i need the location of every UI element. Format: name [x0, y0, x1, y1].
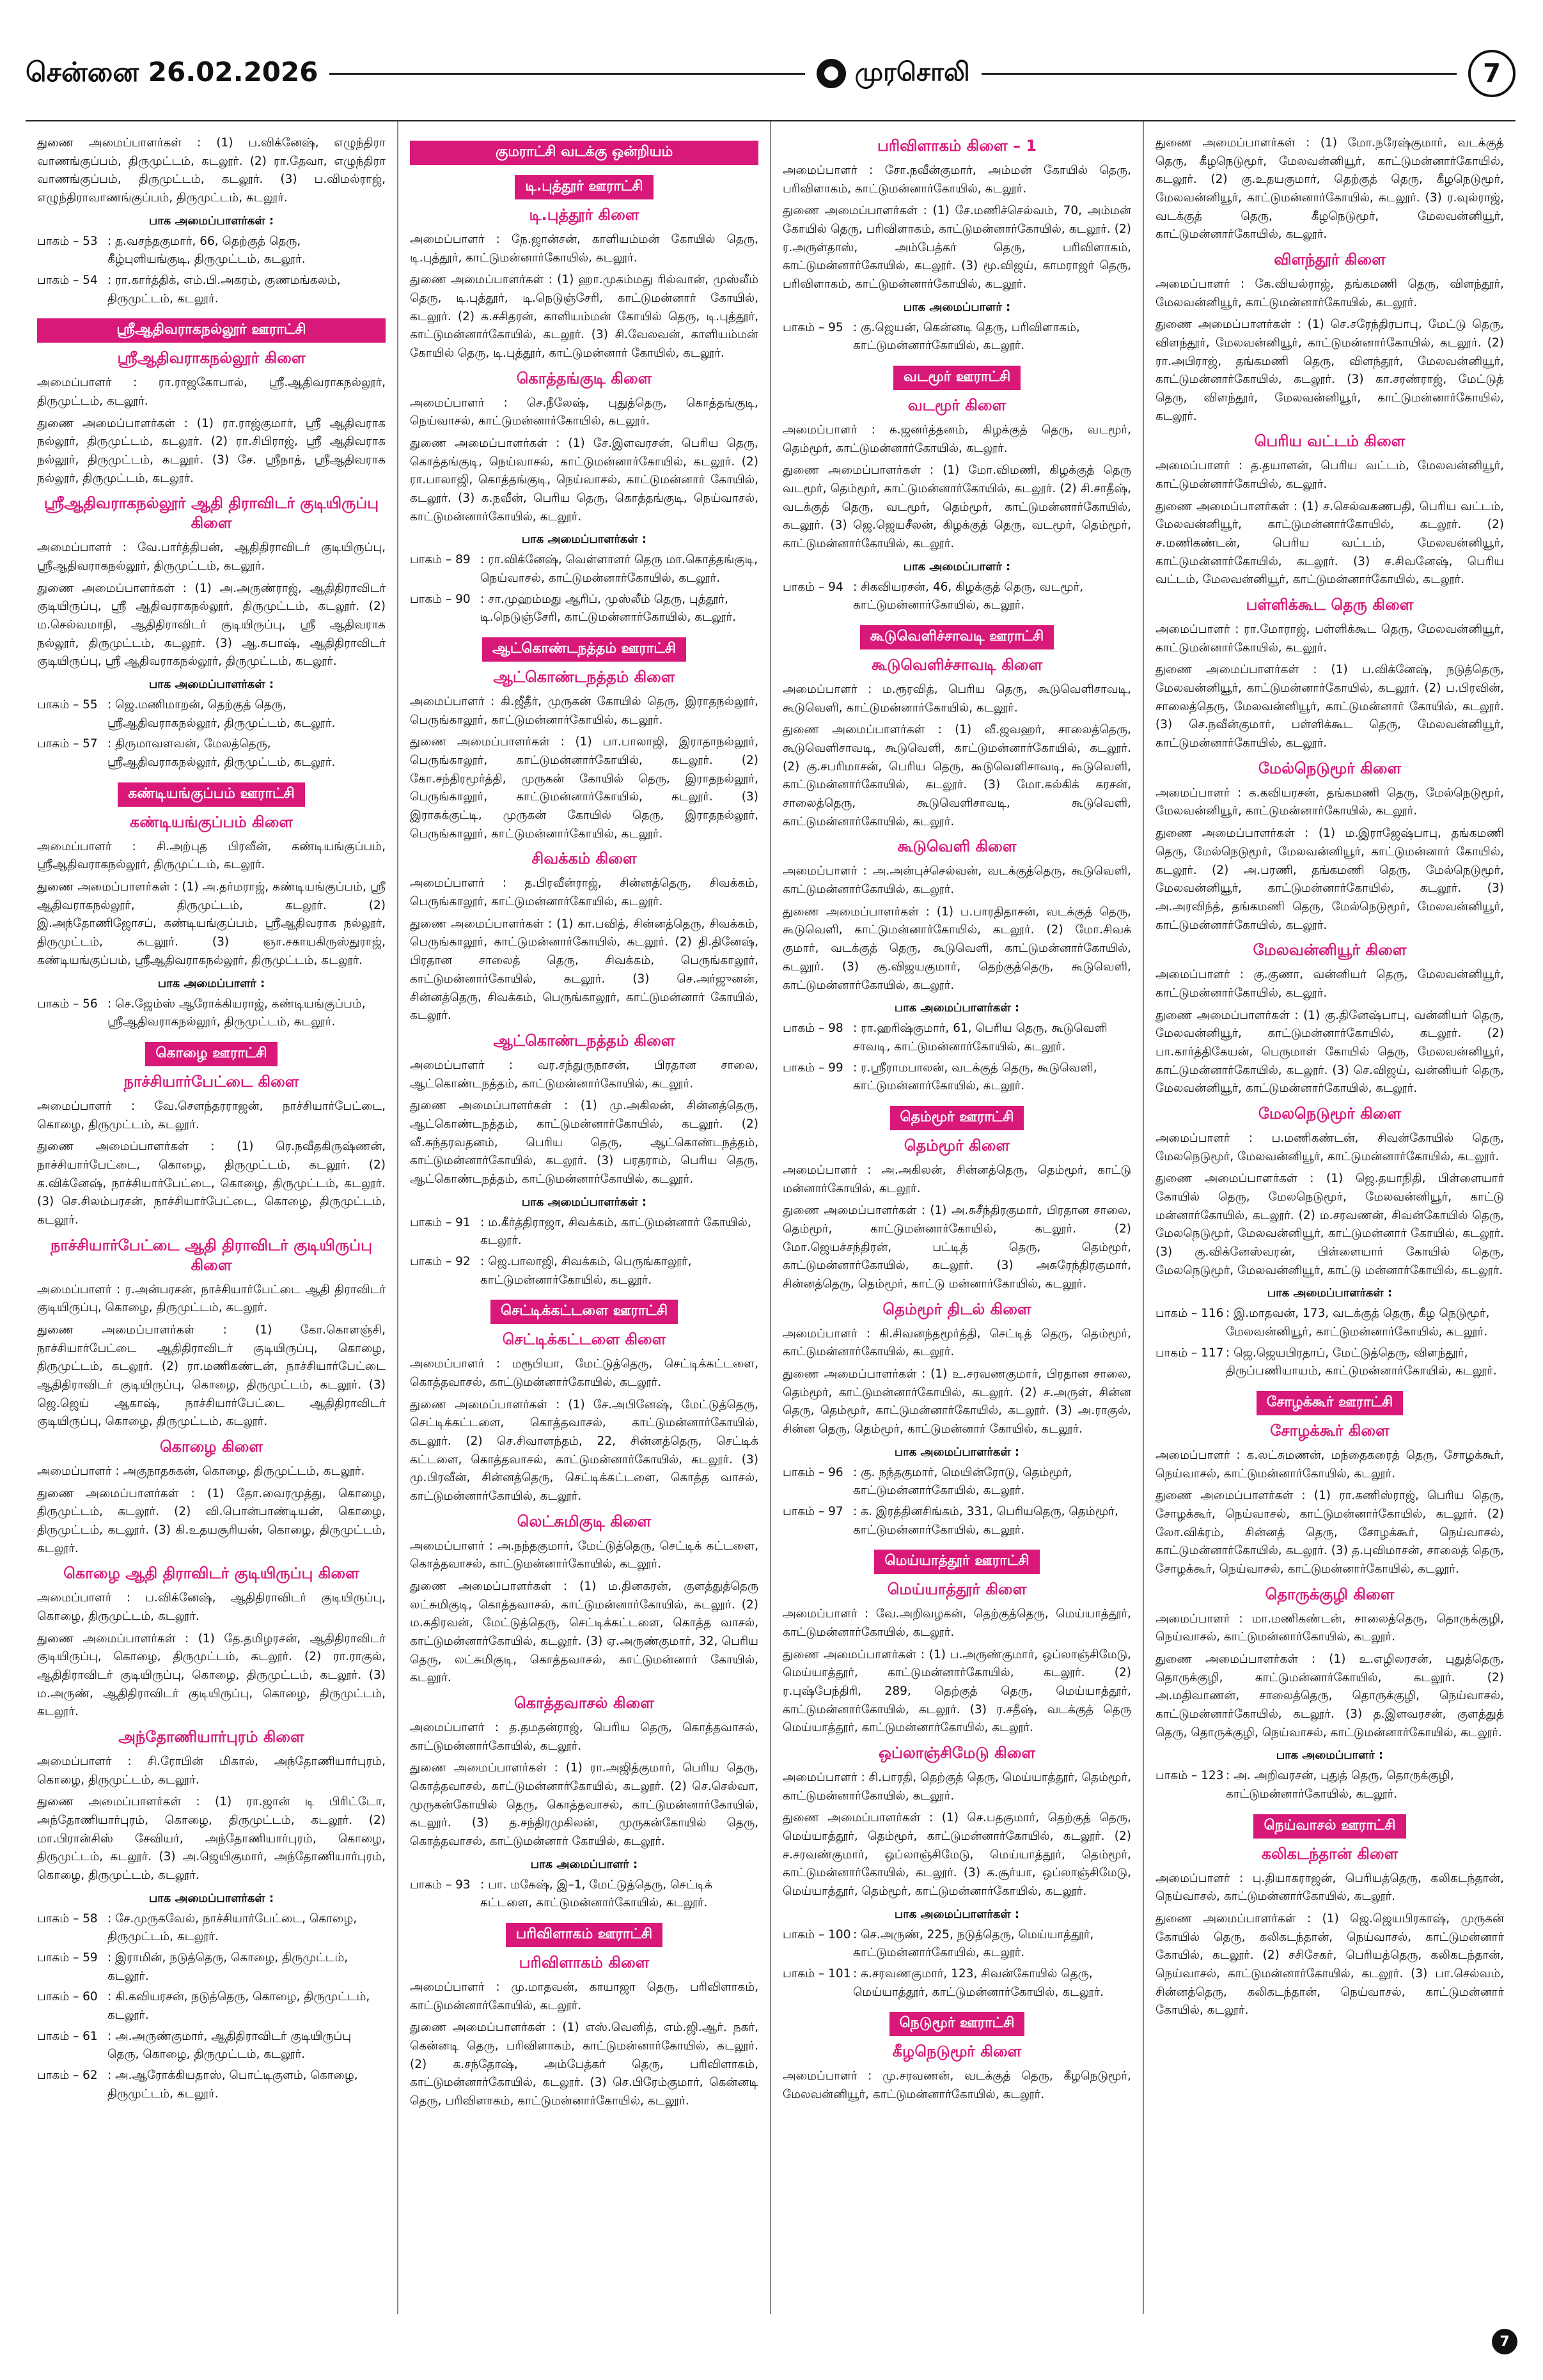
entry: துணை அமைப்பாளர்கள் : (1) அ.தர்மராஜ், கண்டியங்குப்பம், ஸ்ரீ ஆதிவராகநல்லூர், திருமுட்டம், கடலூர். (2) இ.அந்தோணிஜோசப், கண்டியங்குப்பம், ஸ்ரீஆதிவராக நல்லூர், திருமுட்டம், கடலூர். (3) ஞா.சகாயகிருஸ்துராஜ், கண்டியங்குப்பம், ஸ்ரீஆதிவராகநல்லூர், திருமுட்டம், கடலூர்.	[37, 880, 386, 967]
booth-number: பாகம் – 99	[783, 1061, 843, 1075]
booth-detail: : செ.அருண், 225, நடுத்தெரு, மெய்யாத்தூர், காட்டுமன்னார்கோயில், கடலூர்.	[853, 1927, 1094, 1960]
entry: துணை அமைப்பாளர்கள் : (1) சே.மணிச்செல்வம், 70, அம்மன் கோயில் தெரு, பரிவிளாகம், காட்டுமன்னார்கோயில், கடலூர். (2) ர.அருள்தாஸ், அம்பேத்கர் தெரு, பரிவிளாகம், காட்டுமன்னார்கோயில், கடலூர். (3) மூ.விஜய், காமராஜர் தெரு, பரிவிளாகம், காட்டுமன்னார்கோயில், கடலூர்.	[783, 204, 1131, 292]
booth-row	[37, 2067, 386, 2103]
branch-heading: ஸ்ரீஆதிவராகநல்லூர் கிளை	[117, 349, 306, 368]
entry: துணை அமைப்பாளர்கள் : (1) ம.தினகரன், குளத்துத்தெரு லட்சுமிகுடி, கொத்தவாசல், காட்டுமன்னார்கோயில், கடலூர். (2) ம.கதிரவன், மேட்டுத்தெரு, செட்டிக்கட்டளை, கொத்த வாசல், காட்டுமன்னார்கோயில், கடலூர். (3) ஏ.அருண்குமார், 32, பெரிய தெரு, லட்சுமிகுடி, கொத்தவாசல், காட்டுமன்னார் கோயில், கடலூர்.	[410, 1579, 758, 1685]
entry: துணை அமைப்பாளர்கள் : (1) உ.எழிலரசன், புதுத்தெரு, தொருக்குழி, காட்டுமன்னார்கோயில், கடலூர். (2) அ.மதிவாணன், சாலைத்தெரு, தொருக்குழி, நெய்வாசல், காட்டுமன்னார்கோயில், கடலூர். (3) த.இளவரசன், குளத்துத் தெரு, தொருக்குழி, நெய்வாசல், காட்டுமன்னார்கோயில், கடலூர்.	[1155, 1653, 1504, 1739]
content-columns	[26, 120, 1516, 2314]
entry: துணை அமைப்பாளர்கள் : (1) மு.அகிலன், சின்னத்தெரு, ஆட்கொண்டநத்தம், காட்டுமன்னார்கோயில், கடலூர். (2) வீ.சுந்தரவதனம், பெரிய தெரு, ஆட்கொண்டநத்தம், காட்டுமன்னார்கோயில், கடலூர். (3) பரதராம், பெரிய தெரு, ஆட்கொண்டநத்தம், காட்டுமன்னார்கோயில், கடலூர்.	[410, 1099, 758, 1186]
booth-detail: : ஜெ.மணிமாறன், தெற்குத் தெரு, ஸ்ரீஆதிவராகநல்லூர், திருமுட்டம், கடலூர்.	[107, 698, 336, 730]
entry: அமைப்பாளர் : த.தமதன்ராஜ், பெரிய தெரு, கொத்தவாசல், காட்டுமன்னார்கோயில், கடலூர்.	[410, 1720, 758, 1753]
entry: துணை அமைப்பாளர்கள் : (1) ப.அருண்குமார், ஒப்லாஞ்சிமேடு, மெய்யாத்தூர், காட்டுமன்னார்கோயில், கடலூர். (2) ர.புஷ்பேந்திரி, 289, தெற்குத் தெரு, மெய்யாத்தூர், காட்டுமன்னார்கோயில், கடலூர். (3) ர.சதீஷ், வடக்குத் தெரு மெய்யாத்தூர், காட்டுமன்னார்கோயில், கடலூர்.	[783, 1647, 1131, 1735]
entry: அமைப்பாளர் : அகுநாதசுகன், கொழை, திருமுட்டம், கடலூர்.	[37, 1464, 365, 1478]
entry: துணை அமைப்பாளர்கள் : (1) சே.இளவரசன், பெரிய தெரு, கொத்தங்குடி, நெய்வாசல், காட்டுமன்னார்கோயில், கடலூர். (2) ரா.பாலாஜி, கொத்தங்குடி, நெய்வாசல், காட்டுமன்னார் கோயில், கடலூர். (3) க.நவீன், பெரிய தெரு, கொத்தங்குடி, நெய்வாசல், காட்டுமன்னார்கோயில், கடலூர்.	[410, 437, 758, 524]
masthead	[26, 45, 1516, 102]
entry: அமைப்பாளர் : க.லட்சுமணன், மந்தைகரைத் தெரு, சோழக்கூர், நெய்வாசல், காட்டுமன்னார்கோயில், கடலூர்.	[1155, 1448, 1504, 1481]
entry: துணை அமைப்பாளர்கள் : (1) வீ.ஜவஹர், சாலைத்தெரு, கூடுவெளிசாவடி, கூடுவெளி, காட்டுமன்னார்கோயில், கடலூர். (2) கு.சபரிமாசன், பெரிய தெரு, கூடுவெளிசாவடி, கூடுவெளி, காட்டுமன்னார்கோயில், கடலூர். (3) மோ.கல்கிக் கரசன், சாலைத்தெரு, கூடுவெளிசாவடி, கூடுவெளி, காட்டுமன்னார்கோயில், கடலூர்.	[783, 723, 1131, 828]
branch-heading: கீழநெடுமூர் கிளை	[892, 2042, 1022, 2061]
subheading: பாக அமைப்பாளர் :	[903, 559, 1011, 573]
entry: அமைப்பாளர் : செ.நீலேஷ், புதுத்தெரு, கொத்தங்குடி, நெய்வாசல், காட்டுமன்னார்கோயில், கடலூர்.	[410, 396, 758, 428]
entry: துணை அமைப்பாளர்கள் : (1) ஹா.முகம்மது ரில்வான், முஸ்லீம் தெரு, டி.புத்தூர், டி.நெடுஞ்சேரி, காட்டுமன்னார் கோயில், கடலூர். (2) க.சசிதரன், காளியம்மன் கோயில் தெரு, டி.புத்தூர், காட்டுமன்னார்கோயில், கடலூர். (3) சி.வேலவன், காளியம்மன் கோயில் தெரு, டி.புத்தூர், காட்டுமன்னார் கோயில், கடலூர்.	[410, 273, 758, 361]
booth-number: பாகம் – 92	[410, 1254, 471, 1268]
booth-row	[410, 591, 758, 627]
booth-number: பாகம் – 60	[37, 1990, 98, 2004]
branch-heading: பள்ளிக்கூட தெரு கிளை	[1246, 596, 1414, 614]
branch-heading: தெம்மூர் திடல் கிளை	[882, 1300, 1031, 1318]
banner-label: நெடுமூர் ஊராட்சி	[889, 2012, 1025, 2036]
booth-row	[410, 1214, 758, 1250]
booth-number: பாகம் – 58	[37, 1911, 98, 1925]
branch-heading: நாச்சியார்பேட்டை கிளை	[123, 1072, 299, 1091]
booth-row	[410, 1876, 758, 1913]
booth-detail: : க. இரத்தினசிங்கம், 331, பெரியதெரு, தெம்மூர், காட்டுமன்னார்கோயில், கடலூர்.	[853, 1504, 1118, 1537]
booth-detail: : ரா.கார்த்திக், எம்.பி.அகரம், குணமங்கலம், திருமுட்டம், கடலூர்.	[107, 274, 341, 306]
booth-row	[37, 272, 386, 308]
entry: துணை அமைப்பாளர்கள் : (1) ரா.ராஜ்குமார், ஸ்ரீ ஆதிவராக நல்லூர், திருமுட்டம், கடலூர். (2) ரா.சிபிராஜ், ஸ்ரீ ஆதிவராக நல்லூர், திருமுட்டம், கடலூர். (3) சே. ஸ்ரீநாத், ஸ்ரீஆதிவராக நல்லூர், திருமுட்டம், கடலூர்.	[37, 416, 386, 485]
entry: அமைப்பாளர் : சி.ரோபின் மிகால், அந்தோணியார்புரம், கொழை, திருமுட்டம், கடலூர்.	[37, 1754, 386, 1787]
entry: துணை அமைப்பாளர்கள் : (1) ம.இராஜேஷ்பாபு, தங்கமணி தெரு, மேல்நெடுமூர், மேலவன்னியூர், காட்டுமன்னார் கோயில், கடலூர். (2) அ.பரணி, தங்கமணி தெரு, மேல்நெடுமூர், மேலவன்னியூர், காட்டுமன்னார்கோயில், கடலூர். (3) அ.அரவிந்த், தங்கமணி தெரு, மேல்நெடுமூர், மேலவன்னியூர், காட்டுமன்னார்கோயில், கடலூர்.	[1155, 827, 1504, 932]
section-banner	[1155, 1814, 1504, 1839]
branch-heading: ஆட்கொண்டநத்தம் கிளை	[493, 668, 675, 687]
booth-number: பாகம் – 57	[37, 737, 98, 751]
entry: துணை அமைப்பாளர்கள் : (1) பா.பாலாஜி, இராதாநல்லூர், பெருங்காலூர், காட்டுமன்னார்கோயில், கடலூர். (2) கோ.சந்திரமூர்த்தி, முருகன் கோயில் தெரு, இராதநல்லூர், பெருங்காலூர், காட்டுமன்னார்கோயில், கடலூர். (3) இராசுக்குட்டி, முருகன் கோயில் தெரு, இராதநல்லூர், பெருங்காலூர், காட்டுமன்னார்கோயில், கடலூர்.	[410, 735, 758, 841]
branch-heading: பரிவிளாகம் கிளை – 1	[877, 137, 1037, 155]
banner-label: ஸ்ரீஆதிவராகநல்லூர் ஊராட்சி	[37, 318, 386, 343]
entry: துணை அமைப்பாளர்கள் : (1) ஜெ.தயாநிதி, பிள்ளையார் கோயில் தெரு, மேலநெடுமூர், மேலவன்னியூர், காட்டு மன்னார்கோயில், கடலூர். (2) ம.சரவணன், சிவன்கோயில் தெரு, மேலநெடுமூர், மேலவன்னியூர், காட்டுமன்னார் கோயில், கடலூர். (3) கு.விக்னேஸ்வரன், பிள்ளையார் கோயில் தெரு, மேலநெடுமூர், மேலவன்னியூர், காட்டு மன்னார்கோயில், கடலூர்.	[1155, 1172, 1504, 1277]
subheading: பாக அமைப்பாளர்கள் :	[148, 678, 274, 692]
entry: துணை அமைப்பாளர்கள் : (1) கா.பவித், சின்னத்தெரு, சிவக்கம், பெருங்காலூர், காட்டுமன்னார்கோயில், கடலூர். (2) தி.தினேஷ், பிரதான சாலைத் தெரு, சிவக்கம், பெருங்காலூர், காட்டுமன்னார்கோயில், கடலூர். (3) செ.அர்ஜுனன், சின்னத்தெரு, சிவக்கம், பெருங்காலூர், காட்டுமன்னார் கோயில், கடலூர்.	[410, 917, 758, 1023]
banner-label: வடமூர் ஊராட்சி	[893, 366, 1021, 390]
entry: துணை அமைப்பாளர்கள் : (1) செ.சரேந்திரபாபு, மேட்டு தெரு, விளந்தூர், மேலவன்னியூர், காட்டுமன்னார்கோயில், கடலூர். (2) ரா.அபிராஜ், தங்கமணி தெரு, விளந்தூர், மேலவன்னியூர், காட்டுமன்னார்கோயில், கடலூர். (3) கா.சரண்ராஜ், மேட்டுத் தெரு, விளந்தூர், மேலவன்னியூர், காட்டுமன்னார்கோயில், கடலூர்.	[1155, 318, 1504, 423]
entry: அமைப்பாளர் : ரா.மோராஜ், பள்ளிக்கூட தெரு, மேலவன்னியூர், காட்டுமன்னார்கோயில், கடலூர்.	[1155, 623, 1504, 655]
booth-detail: : கு.ஜெயன், கென்னடி தெரு, பரிவிளாகம், காட்டுமன்னார்கோயில், கடலூர்.	[853, 320, 1080, 353]
entry: துணை அமைப்பாளர்கள் : (1) அ.அருண்ராஜ், ஆதிதிராவிடர் குடியிருப்பு, ஸ்ரீ ஆதிவராகநல்லூர், திருமுட்டம், கடலூர். (2) ம.செல்வமாநி, ஆதிதிராவிடர் குடியிருப்பு, ஸ்ரீ ஆதிவராக நல்லூர், திருமுட்டம், கடலூர். (3) ஆ.சுபாஷ், ஆதிதிராவிடர் குடியிருப்பு, ஸ்ரீ ஆதிவராகநல்லூர், திருமுட்டம், கடலூர்.	[37, 581, 386, 669]
entry: அமைப்பாளர் : சி.அற்புத பிரவீன், கண்டியங்குப்பம், ஸ்ரீஆதிவராகநல்லூர், திருமுட்டம், கடலூர்.	[37, 839, 386, 872]
banner-label: ஆட்கொண்டநத்தம் ஊராட்சி	[482, 637, 686, 662]
booth-row	[783, 1503, 1131, 1539]
section-banner	[410, 1923, 758, 1947]
booth-number: பாகம் – 90	[410, 592, 471, 606]
booth-number: பாகம் – 101	[783, 1967, 851, 1981]
branch-heading: மெய்யாத்தூர் கிளை	[887, 1580, 1027, 1599]
branch-heading: மேல்நெடுமூர் கிளை	[1258, 759, 1402, 777]
booth-detail: : செ.ஜேம்ஸ் ஆரோக்கியராஜ், கண்டியங்குப்பம், ஸ்ரீஆதிவராகநல்லூர், திருமுட்டம், கடலூர்.	[107, 997, 366, 1029]
booth-row	[37, 1949, 386, 1986]
banner-label: நெய்வாசல் ஊராட்சி	[1253, 1814, 1406, 1839]
section-banner	[410, 141, 758, 165]
entry: அமைப்பாளர் : அ.அன்புச்செல்வன், வடக்குத்தெரு, கூடுவெளி, காட்டுமன்னார்கோயில், கடலூர்.	[783, 864, 1131, 897]
entry: அமைப்பாளர் : க.ஜனர்த்தனம், கிழக்குத் தெரு, வடமூர், தெம்மூர், காட்டுமன்னார்கோயில், கடலூர்.	[783, 423, 1131, 455]
entry: அமைப்பாளர் : வே.பார்த்திபன், ஆதிதிராவிடர் குடியிருப்பு, ஸ்ரீஆதிவராகநல்லூர், திருமுட்டம், கடலூர்.	[37, 541, 386, 573]
subheading: பாக அமைப்பாளர்கள் :	[521, 533, 647, 547]
entry: அமைப்பாளர் : மு.சரவணன், வடக்குத் தெரு, கீழநெடுமூர், மேலவன்னியூர், காட்டுமன்னார்கோயில், கடலூர்.	[783, 2069, 1131, 2102]
booth-detail: : ஜெ.பாலாஜி, சிவக்கம், பெருங்காலூர், காட்டுமன்னார்கோயில், கடலூர்.	[480, 1254, 692, 1287]
footer-page-number: 7	[1492, 2329, 1517, 2354]
booth-row	[37, 2028, 386, 2064]
booth-number: பாகம் – 98	[783, 1022, 843, 1036]
booth-detail: : கி.கவியரசன், நடுத்தெரு, கொழை, திருமுட்டம், கடலூர்.	[107, 1990, 370, 2023]
booth-row	[37, 735, 386, 772]
entry: அமைப்பாளர் : அ.அகிலன், சின்னத்தெரு, தெம்மூர், காட்டு மன்னார்கோயில், கடலூர்.	[783, 1163, 1131, 1195]
entry: அமைப்பாளர் : மு.மாதவன், காயாஜா தெரு, பரிவிளாகம், காட்டுமன்னார்கோயில், கடலூர்.	[410, 1980, 758, 2012]
booth-detail: : ரா.விக்னேஷ், வெள்ளாளர் தெரு மா.கொத்தங்குடி, நெய்வாசல், காட்டுமன்னார்கோயில், கடலூர்.	[480, 553, 758, 586]
branch-heading: மேலநெடுமூர் கிளை	[1258, 1104, 1402, 1123]
booth-row	[783, 1965, 1131, 2002]
entry: அமைப்பாளர் : ர.அன்பரசன், நாச்சியார்பேட்டை ஆதி திராவிடர் குடியிருப்பு, கொழை, திருமுட்டம், கடலூர்.	[37, 1282, 386, 1315]
entry: அமைப்பாளர் : மரூபியா, மேட்டுத்தெரு, செட்டிக்கட்டளை, கொத்தவாசல், காட்டுமன்னார்கோயில், கடலூர்.	[410, 1357, 758, 1389]
section-banner	[37, 782, 386, 807]
branch-heading: பரிவிளாகம் கிளை	[519, 1954, 650, 1972]
branch-heading: கூடுவெளிச்சாவடி கிளை	[871, 656, 1043, 674]
branch-heading: தொருக்குழி கிளை	[1265, 1585, 1395, 1603]
column-4	[1144, 121, 1516, 2314]
booth-row	[37, 995, 386, 1032]
entry: துணை அமைப்பாளர்கள் : (1) மோ.நரேஷ்குமார், வடக்குத் தெரு, கீழநெடுமூர், மேலவன்னியூர், காட்டுமன்னார்கோயில், கடலூர். (2) கு.உதயகுமார், தெற்குத் தெரு, கீழநெடுமூர், மேலவன்னியூர், காட்டுமன்னார்கோயில், கடலூர். (3) ர.வுல்ராஜ், வடக்குத் தெரு, கீழநெடுமூர், மேலவன்னியூர், காட்டுமன்னார்கோயில், கடலூர்.	[1155, 136, 1504, 242]
branch-heading: ஸ்ரீஆதிவராகநல்லூர் ஆதி திராவிடர் குடியிருப்பு கிளை	[43, 494, 379, 533]
branch-heading: கலிகடந்தான் கிளை	[1261, 1844, 1398, 1863]
banner-label: தெம்மூர் ஊராட்சி	[890, 1106, 1024, 1130]
booth-row	[783, 1926, 1131, 1963]
branch-heading: கொழை கிளை	[160, 1437, 263, 1456]
booth-number: பாகம் – 96	[783, 1465, 843, 1479]
branch-heading: கண்டியங்குப்பம் கிளை	[129, 813, 294, 831]
booth-detail: : சே.முருகவேல், நாச்சியார்பேட்டை, கொழை, திருமுட்டம், கடலூர்.	[107, 1911, 357, 1944]
entry: அமைப்பாளர் : வே.அறிவழகன், தெற்குத்தெரு, மெய்யாத்தூர், காட்டுமன்னார்கோயில், கடலூர்.	[783, 1607, 1131, 1639]
subheading: பாக அமைப்பாளர்கள் :	[148, 214, 274, 228]
brand-name: முரசொலி	[854, 57, 970, 87]
entry: துணை அமைப்பாளர்கள் : (1) கு.தினேஷ்பாபு, வன்னியர் தெரு, மேலவன்னியூர், காட்டுமன்னார்கோயில், கடலூர். (2) பா.கார்த்திகேயன், பெருமாள் கோயில் தெரு, மேலவன்னியூர், காட்டுமன்னார்கோயில், கடலூர். (3) செ.விஜய், வன்னியர் தெரு, மேலவன்னியூர், காட்டுமன்னார்கோயில், கடலூர்.	[1155, 1008, 1504, 1096]
entry: துணை அமைப்பாளர்கள் : (1) ரா.கணிஸ்ராஜ், பெரிய தெரு, சோழக்கூர், நெய்வாசல், காட்டுமன்னார்கோயில், கடலூர். (2) லோ.விக்ரம், சின்னத் தெரு, சோழக்கூர், நெய்வாசல், காட்டுமன்னார்கோயில், கடலூர். (3) த.புவிமாசன், சாலைத் தெரு, சோழக்கூர், நெய்வாசல், காட்டுமன்னார்கோயில், கடலூர்.	[1155, 1489, 1504, 1576]
branch-heading: நாச்சியார்பேட்டை ஆதி திராவிடர் குடியிருப்பு கிளை	[50, 1236, 372, 1274]
subheading: பாக அமைப்பாளர்கள் :	[894, 1907, 1020, 1921]
booth-number: பாகம் – 55	[37, 698, 98, 712]
entry: அமைப்பாளர் : வர.சந்துருநாசன், பிரதான சாலை, ஆட்கொண்டநத்தம், காட்டுமன்னார்கோயில், கடலூர்.	[410, 1058, 758, 1091]
issue-date: சென்னை 26.02.2026	[26, 56, 318, 88]
entry: துணை அமைப்பாளர்கள் : (1) கோ.கொளஞ்சி, நாச்சியார்பேட்டை ஆதிதிராவிடர் குடியிருப்பு, கொழை, திருமுட்டம், கடலூர். (2) ரா.மணிகண்டன், நாச்சியார்பேட்டை ஆதிதிராவிடர் குடியிருப்பு, கொழை, திருமுட்டம், கடலூர். (3) ஜெ.ஜெய் ஆகாஷ், நாச்சியார்பேட்டை ஆதிதிராவிடர் குடியிருப்பு, கொழை, திருமுட்டம், கடலூர்.	[37, 1323, 386, 1429]
entry: அமைப்பாளர் : த.தயாளன், பெரிய வட்டம், மேலவன்னியூர், காட்டுமன்னார்கோயில், கடலூர்.	[1155, 459, 1504, 492]
entry: அமைப்பாளர் : கே.வியல்ராஜ், தங்கமணி தெரு, விளந்தூர், மேலவன்னியூர், காட்டுமன்னார்கோயில், கடலூர்.	[1155, 277, 1504, 309]
banner-label: டி.புத்தூர் ஊராட்சி	[515, 175, 653, 199]
booth-number: பாகம் – 61	[37, 2029, 98, 2043]
entry: துணை அமைப்பாளர்கள் : (1) ரா.ஜான் டி பிரிட்டோ, அந்தோணியார்புரம், கொழை, திருமுட்டம், கடலூர். (2) மா.பிரான்சிஸ் சேவியர், அந்தோணியார்புரம், கொழை, திருமுட்டம், கடலூர். (3) அ.ஜெயிகுமார், அந்தோணியார்புரம், கொழை, திருமுட்டம், கடலூர்.	[37, 1795, 386, 1883]
column-1	[26, 121, 398, 2314]
section-banner	[783, 625, 1131, 649]
entry: துணை அமைப்பாளர்கள் : (1) ப.விக்னேஷ், எழுந்திரா வாணங்குப்பம், திருமுட்டம், கடலூர். (2) ரா.தேவா, எழுந்திரா வாணங்குப்பம், திருமுட்டம், கடலூர். (3) ப.விமல்ராஜ், எழுந்திராவாணங்குப்பம், திருமுட்டம், கடலூர்.	[37, 136, 386, 205]
booth-row	[1155, 1767, 1504, 1803]
booth-number: பாகம் – 93	[410, 1878, 471, 1892]
entry: துணை அமைப்பாளர்கள் : (1) தோ.வைரமுத்து, கொழை, திருமுட்டம், கடலூர். (2) வி.பொன்பாண்டியன், கொழை, திருமுட்டம், கடலூர். (3) கி.உதயசூரியன், கொழை, திருமுட்டம், கடலூர்.	[37, 1486, 386, 1555]
entry: அமைப்பாளர் : சோ.நவீன்குமார், அம்மன் கோயில் தெரு, பரிவிளாகம், காட்டுமன்னார்கோயில், கடலூர்.	[783, 164, 1131, 196]
branch-heading: டி.புத்தூர் கிளை	[529, 206, 639, 224]
section-banner	[783, 366, 1131, 390]
branch-heading: லெட்சுமிகுடி கிளை	[517, 1512, 652, 1530]
entry: அமைப்பாளர் : சி.பாரதி, தெற்குத் தெரு, மெய்யாத்தூர், தெம்மூர், காட்டுமன்னார்கோயில், கடலூர்.	[783, 1770, 1131, 1803]
booth-number: பாகம் – 54	[37, 274, 98, 288]
booth-number: பாகம் – 117	[1155, 1346, 1224, 1360]
subheading: பாக அமைப்பாளர்கள் :	[148, 1891, 274, 1905]
section-banner	[37, 1042, 386, 1066]
branch-heading: கொத்தங்குடி கிளை	[516, 369, 652, 387]
booth-detail: : இராமின், நடுத்தெரு, கொழை, திருமுட்டம், கடலூர்.	[107, 1951, 349, 1983]
section-banner	[783, 2012, 1131, 2036]
booth-row	[1155, 1344, 1504, 1381]
booth-row	[37, 696, 386, 733]
section-banner	[1155, 1391, 1504, 1415]
branch-heading: கூடுவெளி கிளை	[897, 837, 1017, 856]
booth-row	[783, 1059, 1131, 1096]
booth-row	[783, 319, 1131, 355]
entry: துணை அமைப்பாளர்கள் : (1) ப.விக்னேஷ், நடுத்தெரு, மேலவன்னியூர், காட்டுமன்னார்கோயில், கடலூர். (2) ப.பிரவின், சாலைத்தெரு, மேலவன்னியூர், காட்டுமன்னார் கோயில், கடலூர். (3) செ.நவீன்குமார், பள்ளிக்கூட தெரு, மேலவன்னியூர், காட்டுமன்னார்கோயில், கடலூர்.	[1155, 663, 1504, 751]
branch-heading: செட்டிக்கட்டளை கிளை	[502, 1330, 666, 1349]
column-3	[771, 121, 1144, 2314]
banner-label: பரிவிளாகம் ஊராட்சி	[506, 1923, 662, 1947]
booth-number: பாகம் – 89	[410, 553, 471, 567]
booth-row	[783, 579, 1131, 615]
section-banner	[783, 1106, 1131, 1130]
entry: அமைப்பாளர் : ம.ரூரவித், பெரிய தெரு, கூடுவெளிசாவடி, கூடுவெளி, காட்டுமன்னார்கோயில், கடலூர்.	[783, 683, 1131, 715]
subheading: பாக அமைப்பாளர் :	[530, 1857, 638, 1871]
branch-heading: சிவக்கம் கிளை	[531, 850, 637, 868]
subheading: பாக அமைப்பாளர் :	[157, 976, 265, 990]
branch-heading: ஆட்கொண்டநத்தம் கிளை	[493, 1031, 675, 1050]
banner-label: கூடுவெளிச்சாவடி ஊராட்சி	[860, 625, 1054, 649]
entry: அமைப்பாளர் : ப.விக்னேஷ், ஆதிதிராவிடர் குடியிருப்பு, கொழை, திருமுட்டம், கடலூர்.	[37, 1591, 386, 1623]
branch-heading: கொத்தவாசல் கிளை	[514, 1693, 654, 1712]
banner-label: சோழக்கூர் ஊராட்சி	[1257, 1391, 1404, 1415]
booth-row	[410, 1253, 758, 1289]
entry: அமைப்பாளர் : நே.ஜான்சன், காளியம்மன் கோயில் தெரு, டி.புத்தூர், காட்டுமன்னார்கோயில், கடலூர்.	[410, 233, 758, 265]
page-number-badge: 7	[1468, 50, 1516, 97]
booth-detail: : சிகவியரசன், 46, கிழக்குத் தெரு, வடமூர், காட்டுமன்னார்கோயில், கடலூர்.	[853, 580, 1084, 612]
booth-detail: : ர.ஸ்ரீராமபாலன், வடக்குத் தெரு, கூடுவெளி, காட்டுமன்னார்கோயில், கடலூர்.	[853, 1061, 1097, 1093]
masthead-rule-right	[982, 73, 1457, 75]
entry: துணை அமைப்பாளர்கள் : (1) ச.செல்வகணபதி, பெரிய வட்டம், மேலவன்னியூர், காட்டுமன்னார்கோயில், கடலூர். (2) ச.மணிகண்டன், பெரிய வட்டம், மேலவன்னியூர், காட்டுமன்னார்கோயில், கடலூர். (3) ச.சிவனேஷ், பெரிய வட்டம், மேலவன்னியூர், காட்டுமன்னார்கோயில், கடலூர்.	[1155, 499, 1504, 587]
subheading: பாக அமைப்பாளர்கள் :	[894, 1445, 1020, 1459]
booth-number: பாகம் – 123	[1155, 1769, 1224, 1783]
branch-heading: பெரிய வட்டம் கிளை	[1254, 432, 1406, 451]
entry: அமைப்பாளர் : கி.சிவனந்தமூர்த்தி, செட்டித் தெரு, தெம்மூர், காட்டுமன்னார்கோயில், கடலூர்.	[783, 1326, 1131, 1359]
entry: துணை அமைப்பாளர்கள் : (1) ரா.அஜித்குமார், பெரிய தெரு, கொத்தவாசல், காட்டுமன்னார்கோயில், கடலூர். (2) செ.செல்வா, முருகன்கோயில் தெரு, கொத்தவாசல், காட்டுமன்னார்கோயில், கடலூர். (3) த.சந்திரமுகிலன், முருகன்கோயில் தெரு, கொத்தவாசல், காட்டுமன்னார் கோயில், கடலூர்.	[410, 1761, 758, 1849]
brand	[817, 58, 970, 90]
booth-row	[37, 1910, 386, 1947]
entry: துணை அமைப்பாளர்கள் : (1) எஸ்.வெனித், எம்.ஜி.ஆர். நகர், கென்னடி தெரு, பரிவிளாகம், காட்டுமன்னார்கோயில், கடலூர். (2) க.சந்தோஷ், அம்பேத்கர் தெரு, பரிவிளாகம், காட்டுமன்னார்கோயில், கடலூர். (3) செ.பிரேம்குமார், கென்னடி தெரு, பரிவிளாகம், காட்டுமன்னார்கோயில், கடலூர்.	[410, 2021, 758, 2108]
subheading: பாக அமைப்பாளர் :	[1276, 1748, 1384, 1762]
entry: துணை அமைப்பாளர்கள் : (1) ப.பாரதிதாசன், வடக்குத் தெரு, கூடுவெளி, காட்டுமன்னார்கோயில், கடலூர். (2) மோ.சிவக் குமார், வடக்குத் தெரு, கூடுவெளி, காட்டுமன்னார்கோயில், கடலூர். (3) கு.விஜயகுமார், தெற்குத்தெரு, கூடுவெளி, காட்டுமன்னார்கோயில், கடலூர்.	[783, 905, 1131, 992]
booth-detail: : அ.ஆரோக்கியதாஸ், பொட்டிகுளம், கொழை, திருமுட்டம், கடலூர்.	[107, 2069, 358, 2101]
entry: துணை அமைப்பாளர்கள் : (1) உ.சரவணகுமார், பிரதான சாலை, தெம்மூர், காட்டுமன்னார்கோயில், கடலூர். (2) ச.அருள், சின்ன தெரு, தெம்மூர், காட்டுமன்னார்கோயில், கடலூர். (3) அ.ராகுல், சின்ன தெரு, தெம்மூர், காட்டுமன்னார் கோயில், கடலூர்.	[783, 1367, 1131, 1436]
branch-heading: ஒப்லாஞ்சிமேடு கிளை	[878, 1743, 1036, 1762]
entry: துணை அமைப்பாளர்கள் : (1) தே.தமிழரசன், ஆதிதிராவிடர் குடியிருப்பு, கொழை, திருமுட்டம், கடலூர். (2) ரா.ராகுல், ஆதிதிராவிடர் குடியிருப்பு, கொழை, திருமுட்டம், கடலூர். (3) ம.அருண், ஆதிதிராவிடர் குடியிருப்பு, கொழை, திருமுட்டம், கடலூர்.	[37, 1631, 386, 1719]
booth-detail: : ஜெ.ஜெயபிரதாப், மேட்டுத்தெரு, விளந்தூர், திருப்பணியாயம், காட்டுமன்னார்கோயில், கடலூர்.	[1226, 1346, 1497, 1378]
banner-label: கொழை ஊராட்சி	[145, 1042, 277, 1066]
entry: துணை அமைப்பாளர்கள் : (1) செ.பதகுமார், தெற்குத் தெரு, மெய்யாத்தூர், தெம்மூர், காட்டுமன்னார்கோயில், கடலூர். (2) ச.சரவண்குமார், ஒப்லாஞ்சிமேடு, மெய்யாத்தூர், தெம்மூர், காட்டுமன்னார்கோயில், கடலூர். (3) க.சூர்யா, ஒப்லாஞ்சிமேடு, மெய்யாத்தூர், தெம்மூர், காட்டுமன்னார்கோயில், கடலூர்.	[783, 1811, 1131, 1899]
entry: அமைப்பாளர் : பு.தியாகராஜன், பெரியத்தெரு, கலிகடந்தான், நெய்வாசல், காட்டுமன்னார்கோயில், கடலூர்.	[1155, 1871, 1504, 1904]
booth-number: பாகம் – 53	[37, 234, 98, 248]
booth-detail: : சா.முஹம்மது ஆரிப், முஸ்லீம் தெரு, புத்தூர், டி.நெடுஞ்சேரி, காட்டுமன்னார்கோயில், கடலூர்.	[480, 592, 737, 625]
booth-number: பாகம் – 59	[37, 1951, 98, 1965]
entry: துணை அமைப்பாளர்கள் : (1) ஜெ.ஜெயபிரகாஷ், முருகன் கோயில் தெரு, கலிகடந்தான், நெய்வாசல், காட்டுமன்னார் கோயில், கடலூர். (2) சசிசேகர், பெரியத்தெரு, கலிகடந்தான், நெய்வாசல், காட்டுமன்னார்கோயில், கடலூர். (3) பா.செல்வம், சின்னத்தெரு, கலிகடந்தான், நெய்வாசல், காட்டுமன்னார் கோயில், கடலூர்.	[1155, 1912, 1504, 2018]
booth-detail: : த.வசந்தகுமார், 66, தெற்குத் தெரு, கீழ்புளியங்குடி, திருமுட்டம், கடலூர்.	[107, 234, 306, 267]
entry: அமைப்பாளர் : கு.குணா, வன்னியர் தெரு, மேலவன்னியூர், காட்டுமன்னார்கோயில், கடலூர்.	[1155, 968, 1504, 1000]
entry: அமைப்பாளர் : வே.செளந்தரராஜன், நாச்சியார்பேட்டை, கொழை, திருமுட்டம், கடலூர்.	[37, 1099, 386, 1132]
booth-row	[783, 1020, 1131, 1056]
banner-label: செட்டிக்கட்டளை ஊராட்சி	[490, 1300, 678, 1324]
entry: துணை அமைப்பாளர்கள் : (1) அ.சுசீந்திரகுமார், பிரதான சாலை, தெம்மூர், காட்டுமன்னார்கோயில், கடலூர். (2) மோ.ஜெயச்சந்திரன், பட்டித் தெரு, தெம்மூர், காட்டுமன்னார்கோயில், கடலூர். (3) அசுரேந்திரகுமார், சின்னத்தெரு, தெம்மூர், காட்டு மன்னார்கோயில், கடலூர்.	[783, 1204, 1131, 1291]
entry: அமைப்பாளர் : ரா.ராஜகோபால், ஸ்ரீ.ஆதிவராகநல்லூர், திருமுட்டம், கடலூர்.	[37, 376, 386, 408]
subheading: பாக அமைப்பாளர் :	[903, 300, 1011, 314]
booth-detail: : இ.மாதவன், 173, வடக்குத் தெரு, கீழ நெடுமூர், மேலவன்னியூர், காட்டுமன்னார்கோயில், கடலூர்.	[1226, 1307, 1490, 1339]
booth-number: பாகம் – 91	[410, 1215, 471, 1229]
booth-row	[410, 551, 758, 587]
branch-heading: வடமூர் கிளை	[907, 396, 1006, 415]
subheading: பாக அமைப்பாளர்கள் :	[894, 1001, 1020, 1015]
branch-heading: அந்தோணியார்புரம் கிளை	[118, 1727, 304, 1746]
booth-number: பாகம் – 62	[37, 2069, 98, 2083]
subheading: பாக அமைப்பாளர்கள் :	[521, 1195, 647, 1209]
booth-detail: : கு. நந்தகுமார், மெயின்ரோடு, தெம்மூர், காட்டுமன்னார்கோயில், கடலூர்.	[853, 1465, 1072, 1498]
entry: துணை அமைப்பாளர்கள் : (1) மோ.விமணி, கிழக்குத் தெரு வடமூர், தெம்மூர், காட்டுமன்னார்கோயில், கடலூர். (2) சி.சாதீஷ், வடக்குத் தெரு, வடமூர், தெம்மூர், காட்டுமன்னார்கோயில், கடலூர். (3) ஜெ.ஜெயசீலன், கிழக்குத் தெரு, வடமூர், தெம்மூர், காட்டுமன்னார்கோயில், கடலூர்.	[783, 463, 1131, 551]
entry: அமைப்பாளர் : அ.நந்தகுமார், மேட்டுத்தெரு, செட்டிக் கட்டளை, கொத்தவாசல், காட்டுமன்னார்கோயில், கடலூர்.	[410, 1539, 758, 1571]
entry: அமைப்பாளர் : கி.ஜீதீர், முருகன் கோயில் தெரு, இராதநல்லூர், பெருங்காலூர், காட்டுமன்னார்கோயில், கடலூர்.	[410, 695, 758, 727]
entry: அமைப்பாளர் : மா.மணிகண்டன், சாலைத்தெரு, தொருக்குழி, நெய்வாசல், காட்டுமன்னார்கோயில், கடலூர்.	[1155, 1612, 1504, 1644]
booth-number: பாகம் – 56	[37, 997, 98, 1011]
entry: அமைப்பாளர் : க.கவியரசன், தங்கமணி தெரு, மேல்நெடுமூர், மேலவன்னியூர், காட்டுமன்னார்கோயில், கடலூர்.	[1155, 786, 1504, 818]
booth-detail: : அ. அறிவரசன், புதுத் தெரு, தொருக்குழி, காட்டுமன்னார்கோயில், கடலூர்.	[1226, 1769, 1454, 1801]
entry: துணை அமைப்பாளர்கள் : (1) சே.அபினேஷ், மேட்டுத்தெரு, செட்டிக்கட்டளை, கொத்தவாசல், காட்டுமன்னார்கோயில், கடலூர். (2) செ.சிவாளந்தம், 22, சின்னத்தெரு, செட்டிக் கட்டளை, கொத்தவாசல், காட்டுமன்னார்கோயில், கடலூர். (3) மு.பிரவீன், சின்னத்தெரு, செட்டிக்கட்டளை, கொத்த வாசல், காட்டுமன்னார்கோயில், கடலூர்.	[410, 1397, 758, 1503]
murasoli-logo-icon	[817, 59, 846, 88]
booth-number: பாகம் – 100	[783, 1927, 851, 1941]
booth-number: பாகம் – 116	[1155, 1307, 1224, 1321]
branch-heading: கொழை ஆதி திராவிடர் குடியிருப்பு கிளை	[63, 1564, 359, 1583]
booth-row	[1155, 1305, 1504, 1341]
booth-detail: : பா. மகேஷ், இ–1, மேட்டுத்தெரு, செட்டிக் கட்டளை, காட்டுமன்னார்கோயில், கடலூர்.	[480, 1878, 712, 1910]
section-banner	[410, 637, 758, 662]
booth-number: பாகம் – 95	[783, 320, 843, 334]
entry: துணை அமைப்பாளர்கள் : (1) ரெ.நவீதகிருஷ்ணன், நாச்சியார்பேட்டை, கொழை, திருமுட்டம், கடலூர். (2) க.விக்னேஷ், நாச்சியார்பேட்டை, கொழை, திருமுட்டம், கடலூர். (3) செ.சிலம்பரசன், நாச்சியார்பேட்டை, கொழை, திருமுட்டம், கடலூர்.	[37, 1140, 386, 1227]
booth-number: பாகம் – 97	[783, 1504, 843, 1518]
booth-detail: : திருமாவளவன், மேலத்தெரு, ஸ்ரீஆதிவராகநல்லூர், திருமுட்டம், கடலூர்.	[107, 737, 336, 770]
branch-heading: விளந்தூர் கிளை	[1274, 251, 1386, 269]
booth-row	[783, 1464, 1131, 1500]
booth-row	[37, 1988, 386, 2025]
booth-detail: : ம.கீர்த்திராஜா, சிவக்கம், காட்டுமன்னார் கோயில், கடலூர்.	[480, 1215, 751, 1248]
subheading: பாக அமைப்பாளர்கள் :	[1267, 1286, 1393, 1300]
banner-label: குமராட்சி வடக்கு ஒன்றியம்	[410, 141, 758, 165]
booth-detail: : ரா.ஹரிஷ்குமார், 61, பெரிய தெரு, கூடுவெளி சாவடி, காட்டுமன்னார்கோயில், கடலூர்.	[853, 1022, 1108, 1054]
section-banner	[410, 1300, 758, 1324]
banner-label: கண்டியங்குப்பம் ஊராட்சி	[118, 782, 305, 807]
entry: அமைப்பாளர் : த.பிரவீன்ராஜ், சின்னத்தெரு, சிவக்கம், பெருங்காலூர், காட்டுமன்னார்கோயில், கடலூர்.	[410, 876, 758, 909]
section-banner	[37, 318, 386, 343]
section-banner	[783, 1550, 1131, 1574]
banner-label: மெய்யாத்தூர் ஊராட்சி	[874, 1550, 1039, 1574]
booth-row	[37, 233, 386, 269]
branch-heading: மேலவன்னியூர் கிளை	[1253, 941, 1407, 960]
booth-detail: : அ.அருண்குமார், ஆதிதிராவிடர் குடியிருப்பு தெரு, கொழை, திருமுட்டம், கடலூர்.	[107, 2029, 352, 2062]
column-2	[398, 121, 771, 2314]
masthead-rule-left	[329, 73, 804, 75]
branch-heading: தெம்மூர் கிளை	[904, 1136, 1010, 1155]
booth-detail: : க.சரவணகுமார், 123, சிவன்கோயில் தெரு, மெய்யாத்தூர், காட்டுமன்னார்கோயில், கடலூர்.	[853, 1967, 1104, 1999]
branch-heading: சோழக்கூர் கிளை	[1270, 1421, 1390, 1440]
section-banner	[410, 175, 758, 199]
entry: அமைப்பாளர் : ப.மணிகண்டன், சிவன்கோயில் தெரு, மேலநெடுமூர், மேலவன்னியூர், காட்டுமன்னார்கோயில், கடலூர்.	[1155, 1131, 1504, 1163]
booth-number: பாகம் – 94	[783, 580, 843, 594]
